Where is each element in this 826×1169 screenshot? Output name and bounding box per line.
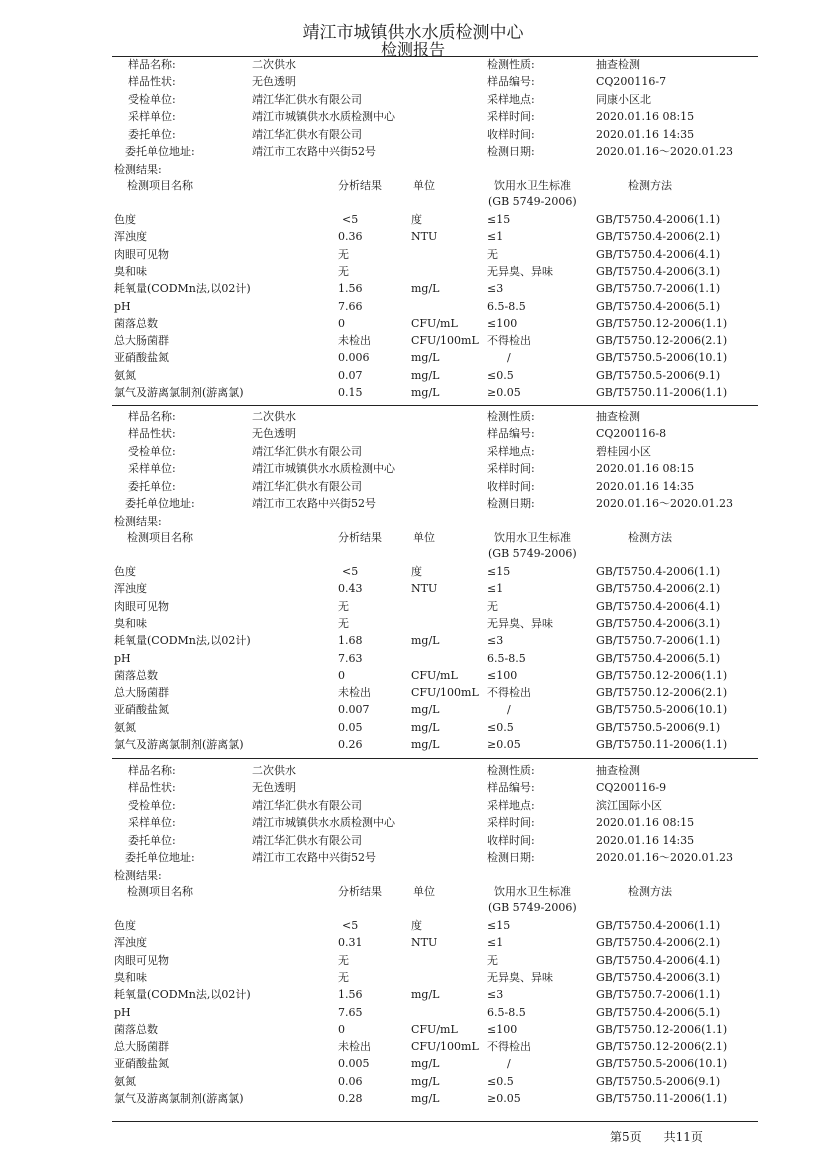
- org-title: 靖江市城镇供水水质检测中心: [302, 23, 524, 43]
- row-item: 氯气及游离氯制剂(游离氯): [114, 738, 244, 751]
- row-result: 1.56: [338, 282, 363, 295]
- row-method: GB/T5750.11-2006(1.1): [596, 386, 728, 399]
- receive-time-value: 2020.01.16 14:35: [596, 834, 695, 847]
- client-unit-value: 靖江华汇供水有限公司: [252, 128, 362, 141]
- row-standard: 6.5-8.5: [487, 1006, 526, 1019]
- row-result: 0.07: [338, 369, 363, 382]
- row-method: GB/T5750.5-2006(10.1): [596, 703, 728, 716]
- col-unit-header: 单位: [413, 531, 435, 544]
- client-address-value: 靖江市工农路中兴街52号: [252, 145, 376, 158]
- sample-state-value: 无色透明: [252, 427, 296, 440]
- col-item-header: 检测项目名称: [127, 179, 193, 192]
- row-method: GB/T5750.12-2006(2.1): [596, 686, 728, 699]
- row-result: 7.63: [338, 652, 363, 665]
- sample-no-label: 样品编号:: [487, 781, 535, 794]
- row-method: GB/T5750.12-2006(2.1): [596, 1040, 728, 1053]
- section-divider: [112, 405, 758, 406]
- row-result: <5: [342, 565, 359, 578]
- row-standard: /: [507, 703, 511, 716]
- col-unit-header: 单位: [413, 179, 435, 192]
- sample-state-value: 无色透明: [252, 781, 296, 794]
- sample-name-label: 样品名称:: [128, 764, 176, 777]
- row-result: 0.26: [338, 738, 363, 751]
- row-method: GB/T5750.5-2006(9.1): [596, 1075, 721, 1088]
- inspected-unit-value: 靖江华汇供水有限公司: [252, 445, 362, 458]
- row-standard: ≤1: [487, 582, 504, 595]
- row-standard: ≤3: [487, 634, 504, 647]
- sample-name-value: 二次供水: [252, 764, 296, 777]
- page-number: 第5页: [610, 1130, 642, 1144]
- row-standard: 无: [487, 248, 498, 261]
- receive-time-value: 2020.01.16 14:35: [596, 128, 695, 141]
- row-item: 亚硝酸盐氮: [114, 1057, 169, 1070]
- row-item: 菌落总数: [114, 317, 158, 330]
- row-standard: 无异臭、异味: [487, 617, 553, 630]
- row-item: 总大肠菌群: [114, 334, 169, 347]
- test-date-label: 检测日期:: [487, 851, 535, 864]
- section-divider: [112, 758, 758, 759]
- header-rule: [112, 56, 758, 57]
- row-item: 耗氧量(CODMn法,以02计): [114, 988, 251, 1001]
- row-item: 浑浊度: [114, 230, 147, 243]
- sampling-time-value: 2020.01.16 08:15: [596, 816, 695, 829]
- row-standard: ≤100: [487, 317, 518, 330]
- row-result: 0.15: [338, 386, 363, 399]
- row-standard: ≤3: [487, 282, 504, 295]
- row-item: 臭和味: [114, 617, 147, 630]
- receive-time-label: 收样时间:: [487, 480, 535, 493]
- row-result: 0.06: [338, 1075, 363, 1088]
- row-standard: ≤0.5: [487, 369, 514, 382]
- row-item: 亚硝酸盐氮: [114, 703, 169, 716]
- row-standard: ≤100: [487, 669, 518, 682]
- row-result: <5: [342, 213, 359, 226]
- sampling-unit-label: 采样单位:: [128, 462, 176, 475]
- row-method: GB/T5750.12-2006(1.1): [596, 317, 728, 330]
- row-result: 0.05: [338, 721, 363, 734]
- test-nature-label: 检测性质:: [487, 410, 535, 423]
- sampling-site-label: 采样地点:: [487, 93, 535, 106]
- client-address-value: 靖江市工农路中兴街52号: [252, 497, 376, 510]
- sampling-time-value: 2020.01.16 08:15: [596, 462, 695, 475]
- client-unit-value: 靖江华汇供水有限公司: [252, 834, 362, 847]
- col-item-header: 检测项目名称: [127, 885, 193, 898]
- row-item: 色度: [114, 213, 136, 226]
- row-standard: 无异臭、异味: [487, 971, 553, 984]
- row-result: 0.005: [338, 1057, 370, 1070]
- row-unit: 度: [411, 565, 422, 578]
- row-result: 无: [338, 265, 349, 278]
- row-method: GB/T5750.4-2006(1.1): [596, 213, 721, 226]
- row-method: GB/T5750.4-2006(4.1): [596, 248, 721, 261]
- row-unit: mg/L: [411, 369, 440, 382]
- row-standard: 不得检出: [487, 686, 531, 699]
- page-footer: [610, 1128, 725, 1145]
- sample-no-value: CQ200116-7: [596, 75, 667, 88]
- row-item: 浑浊度: [114, 936, 147, 949]
- row-standard: 无: [487, 954, 498, 967]
- row-result: 未检出: [338, 1040, 371, 1053]
- client-address-label: 委托单位地址:: [125, 851, 195, 864]
- row-standard: 无: [487, 600, 498, 613]
- report-title: 检测报告: [380, 40, 445, 59]
- sampling-unit-value: 靖江市城镇供水水质检测中心: [252, 110, 395, 123]
- row-method: GB/T5750.4-2006(5.1): [596, 652, 721, 665]
- client-address-label: 委托单位地址:: [125, 145, 195, 158]
- results-label: 检测结果:: [114, 163, 162, 176]
- row-unit: NTU: [411, 936, 438, 949]
- row-item: 总大肠菌群: [114, 1040, 169, 1053]
- client-unit-label: 委托单位:: [128, 480, 176, 493]
- row-result: 未检出: [338, 334, 371, 347]
- client-address-label: 委托单位地址:: [125, 497, 195, 510]
- row-unit: CFU/100mL: [411, 686, 479, 699]
- row-item: 臭和味: [114, 265, 147, 278]
- row-result: 1.68: [338, 634, 363, 647]
- row-standard: 6.5-8.5: [487, 652, 526, 665]
- row-result: 7.65: [338, 1006, 363, 1019]
- sample-state-label: 样品性状:: [128, 75, 176, 88]
- row-item: 肉眼可见物: [114, 600, 169, 613]
- sample-state-label: 样品性状:: [128, 781, 176, 794]
- client-unit-label: 委托单位:: [128, 128, 176, 141]
- row-method: GB/T5750.5-2006(10.1): [596, 351, 728, 364]
- test-date-label: 检测日期:: [487, 145, 535, 158]
- row-item: 耗氧量(CODMn法,以02计): [114, 634, 251, 647]
- test-nature-label: 检测性质:: [487, 58, 535, 71]
- row-unit: CFU/100mL: [411, 1040, 479, 1053]
- row-standard: ≥0.05: [487, 1092, 521, 1105]
- row-result: 无: [338, 617, 349, 630]
- inspected-unit-label: 受检单位:: [128, 445, 176, 458]
- sampling-unit-label: 采样单位:: [128, 110, 176, 123]
- row-method: GB/T5750.11-2006(1.1): [596, 1092, 728, 1105]
- sampling-unit-value: 靖江市城镇供水水质检测中心: [252, 816, 395, 829]
- row-standard: 不得检出: [487, 334, 531, 347]
- sampling-time-label: 采样时间:: [487, 816, 535, 829]
- row-unit: mg/L: [411, 738, 440, 751]
- sampling-time-label: 采样时间:: [487, 462, 535, 475]
- row-item: pH: [114, 1006, 131, 1019]
- row-method: GB/T5750.11-2006(1.1): [596, 738, 728, 751]
- row-unit: CFU/100mL: [411, 334, 479, 347]
- row-method: GB/T5750.4-2006(1.1): [596, 565, 721, 578]
- test-date-value: 2020.01.16～2020.01.23: [596, 851, 733, 864]
- row-standard: 6.5-8.5: [487, 300, 526, 313]
- row-result: 无: [338, 600, 349, 613]
- row-method: GB/T5750.4-2006(5.1): [596, 300, 721, 313]
- test-date-value: 2020.01.16～2020.01.23: [596, 497, 733, 510]
- test-nature-label: 检测性质:: [487, 764, 535, 777]
- sampling-unit-label: 采样单位:: [128, 816, 176, 829]
- row-unit: mg/L: [411, 988, 440, 1001]
- sampling-site-value: 碧桂园小区: [596, 445, 651, 458]
- row-item: 氨氮: [114, 1075, 136, 1088]
- sample-no-value: CQ200116-9: [596, 781, 667, 794]
- client-address-value: 靖江市工农路中兴街52号: [252, 851, 376, 864]
- col-standard-sub: (GB 5749-2006): [488, 195, 577, 208]
- col-unit-header: 单位: [413, 885, 435, 898]
- row-item: 臭和味: [114, 971, 147, 984]
- row-item: 总大肠菌群: [114, 686, 169, 699]
- client-unit-value: 靖江华汇供水有限公司: [252, 480, 362, 493]
- row-item: 耗氧量(CODMn法,以02计): [114, 282, 251, 295]
- row-result: 7.66: [338, 300, 363, 313]
- row-unit: mg/L: [411, 386, 440, 399]
- test-nature-value: 抽查检测: [596, 764, 640, 777]
- row-unit: mg/L: [411, 1092, 440, 1105]
- sample-name-value: 二次供水: [252, 58, 296, 71]
- row-item: 氨氮: [114, 369, 136, 382]
- col-standard-sub: (GB 5749-2006): [488, 547, 577, 560]
- inspected-unit-label: 受检单位:: [128, 93, 176, 106]
- test-date-value: 2020.01.16～2020.01.23: [596, 145, 733, 158]
- row-method: GB/T5750.4-2006(4.1): [596, 954, 721, 967]
- row-result: 0: [338, 1023, 345, 1036]
- col-standard-header: 饮用水卫生标准: [494, 531, 571, 544]
- row-standard: ≥0.05: [487, 738, 521, 751]
- row-method: GB/T5750.4-2006(3.1): [596, 265, 721, 278]
- row-method: GB/T5750.4-2006(3.1): [596, 617, 721, 630]
- row-result: 0.007: [338, 703, 370, 716]
- sampling-unit-value: 靖江市城镇供水水质检测中心: [252, 462, 395, 475]
- row-item: 菌落总数: [114, 1023, 158, 1036]
- row-method: GB/T5750.5-2006(9.1): [596, 721, 721, 734]
- row-standard: ≤1: [487, 936, 504, 949]
- row-result: 0.31: [338, 936, 363, 949]
- row-item: pH: [114, 300, 131, 313]
- row-method: GB/T5750.4-2006(3.1): [596, 971, 721, 984]
- sampling-site-value: 滨江国际小区: [596, 799, 662, 812]
- row-method: GB/T5750.4-2006(4.1): [596, 600, 721, 613]
- row-item: 肉眼可见物: [114, 954, 169, 967]
- receive-time-label: 收样时间:: [487, 128, 535, 141]
- row-item: pH: [114, 652, 131, 665]
- row-method: GB/T5750.4-2006(5.1): [596, 1006, 721, 1019]
- col-standard-header: 饮用水卫生标准: [494, 885, 571, 898]
- footer-rule: [112, 1121, 758, 1122]
- row-result: 0: [338, 669, 345, 682]
- sample-no-value: CQ200116-8: [596, 427, 667, 440]
- col-result-header: 分析结果: [338, 531, 382, 544]
- sample-no-label: 样品编号:: [487, 75, 535, 88]
- inspected-unit-value: 靖江华汇供水有限公司: [252, 93, 362, 106]
- sampling-time-value: 2020.01.16 08:15: [596, 110, 695, 123]
- sample-no-label: 样品编号:: [487, 427, 535, 440]
- row-method: GB/T5750.5-2006(9.1): [596, 369, 721, 382]
- row-standard: /: [507, 1057, 511, 1070]
- sample-state-label: 样品性状:: [128, 427, 176, 440]
- row-unit: mg/L: [411, 703, 440, 716]
- col-item-header: 检测项目名称: [127, 531, 193, 544]
- row-unit: mg/L: [411, 282, 440, 295]
- row-unit: mg/L: [411, 1075, 440, 1088]
- results-label: 检测结果:: [114, 515, 162, 528]
- row-method: GB/T5750.7-2006(1.1): [596, 988, 721, 1001]
- row-result: 无: [338, 248, 349, 261]
- col-standard-sub: (GB 5749-2006): [488, 901, 577, 914]
- sampling-time-label: 采样时间:: [487, 110, 535, 123]
- row-unit: mg/L: [411, 351, 440, 364]
- col-method-header: 检测方法: [628, 531, 672, 544]
- row-unit: mg/L: [411, 634, 440, 647]
- row-result: 1.56: [338, 988, 363, 1001]
- row-result: <5: [342, 919, 359, 932]
- row-item: 色度: [114, 565, 136, 578]
- sample-name-label: 样品名称:: [128, 58, 176, 71]
- receive-time-label: 收样时间:: [487, 834, 535, 847]
- row-standard: 无异臭、异味: [487, 265, 553, 278]
- row-method: GB/T5750.7-2006(1.1): [596, 282, 721, 295]
- client-unit-label: 委托单位:: [128, 834, 176, 847]
- row-standard: ≥0.05: [487, 386, 521, 399]
- row-unit: mg/L: [411, 1057, 440, 1070]
- test-nature-value: 抽查检测: [596, 410, 640, 423]
- row-result: 0.36: [338, 230, 363, 243]
- sample-name-label: 样品名称:: [128, 410, 176, 423]
- row-item: 菌落总数: [114, 669, 158, 682]
- row-method: GB/T5750.12-2006(2.1): [596, 334, 728, 347]
- row-unit: CFU/mL: [411, 1023, 458, 1036]
- row-standard: ≤3: [487, 988, 504, 1001]
- col-method-header: 检测方法: [628, 179, 672, 192]
- results-label: 检测结果:: [114, 869, 162, 882]
- row-item: 色度: [114, 919, 136, 932]
- row-unit: NTU: [411, 230, 438, 243]
- row-standard: /: [507, 351, 511, 364]
- col-result-header: 分析结果: [338, 179, 382, 192]
- test-nature-value: 抽查检测: [596, 58, 640, 71]
- row-result: 0: [338, 317, 345, 330]
- sampling-site-label: 采样地点:: [487, 799, 535, 812]
- row-item: 肉眼可见物: [114, 248, 169, 261]
- sampling-site-value: 同康小区北: [596, 93, 651, 106]
- inspected-unit-value: 靖江华汇供水有限公司: [252, 799, 362, 812]
- receive-time-value: 2020.01.16 14:35: [596, 480, 695, 493]
- col-result-header: 分析结果: [338, 885, 382, 898]
- row-item: 氨氮: [114, 721, 136, 734]
- row-result: 0.006: [338, 351, 370, 364]
- row-method: GB/T5750.7-2006(1.1): [596, 634, 721, 647]
- row-unit: CFU/mL: [411, 669, 458, 682]
- row-unit: mg/L: [411, 721, 440, 734]
- row-item: 浑浊度: [114, 582, 147, 595]
- row-result: 无: [338, 971, 349, 984]
- test-date-label: 检测日期:: [487, 497, 535, 510]
- row-standard: ≤15: [487, 919, 511, 932]
- sample-name-value: 二次供水: [252, 410, 296, 423]
- row-result: 0.28: [338, 1092, 363, 1105]
- row-method: GB/T5750.5-2006(10.1): [596, 1057, 728, 1070]
- inspected-unit-label: 受检单位:: [128, 799, 176, 812]
- row-standard: 不得检出: [487, 1040, 531, 1053]
- row-standard: ≤0.5: [487, 721, 514, 734]
- row-item: 氯气及游离氯制剂(游离氯): [114, 386, 244, 399]
- row-result: 无: [338, 954, 349, 967]
- sampling-site-label: 采样地点:: [487, 445, 535, 458]
- col-standard-header: 饮用水卫生标准: [494, 179, 571, 192]
- row-standard: ≤1: [487, 230, 504, 243]
- row-unit: CFU/mL: [411, 317, 458, 330]
- row-method: GB/T5750.12-2006(1.1): [596, 669, 728, 682]
- row-method: GB/T5750.4-2006(2.1): [596, 582, 721, 595]
- row-unit: 度: [411, 213, 422, 226]
- row-method: GB/T5750.4-2006(2.1): [596, 230, 721, 243]
- row-method: GB/T5750.4-2006(1.1): [596, 919, 721, 932]
- col-method-header: 检测方法: [628, 885, 672, 898]
- row-unit: NTU: [411, 582, 438, 595]
- row-standard: ≤15: [487, 213, 511, 226]
- row-result: 0.43: [338, 582, 363, 595]
- row-item: 亚硝酸盐氮: [114, 351, 169, 364]
- row-method: GB/T5750.12-2006(1.1): [596, 1023, 728, 1036]
- row-result: 未检出: [338, 686, 371, 699]
- row-item: 氯气及游离氯制剂(游离氯): [114, 1092, 244, 1105]
- row-standard: ≤15: [487, 565, 511, 578]
- row-unit: 度: [411, 919, 422, 932]
- page-total: 共11页: [663, 1130, 703, 1144]
- row-method: GB/T5750.4-2006(2.1): [596, 936, 721, 949]
- sample-state-value: 无色透明: [252, 75, 296, 88]
- row-standard: ≤100: [487, 1023, 518, 1036]
- row-standard: ≤0.5: [487, 1075, 514, 1088]
